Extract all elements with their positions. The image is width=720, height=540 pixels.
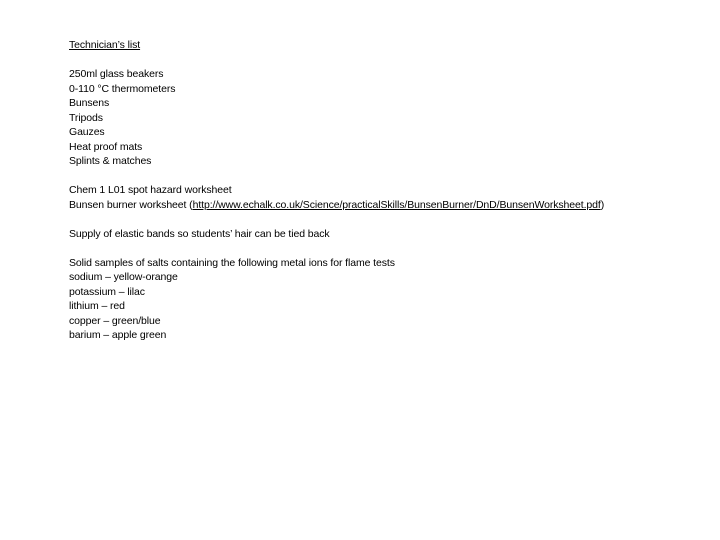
equipment-item-gauzes: Gauzes: [69, 126, 105, 138]
bunsen-worksheet-close-paren: ): [600, 198, 605, 211]
salt-item-barium: barium – apple green: [69, 329, 167, 341]
page-title: Technician’s list: [69, 39, 141, 51]
spacer: [69, 53, 699, 68]
equipment-item-beakers: 250ml glass beakers: [69, 68, 164, 80]
equipment-item-splints: Splints & matches: [69, 155, 152, 167]
equipment-item-bunsens: Bunsens: [69, 97, 110, 109]
elastic-bands-note: Supply of elastic bands so students’ hair can be tied back: [69, 227, 330, 240]
salt-item-sodium: sodium – yellow-orange: [69, 271, 178, 283]
equipment-item-thermometers: 0-110 °C thermometers: [69, 82, 176, 95]
salt-item-copper: copper – green/blue: [69, 314, 161, 327]
salt-item-lithium: lithium – red: [69, 300, 125, 312]
hazard-worksheet-line: Chem 1 L01 spot hazard worksheet: [69, 184, 232, 196]
spacer: [69, 169, 699, 184]
document-page: [69, 38, 699, 343]
bunsen-worksheet-link[interactable]: http://www.echalk.co.uk/Science/practicalSkills/BunsenBurner/DnD/BunsenWorksheet.pdf: [192, 198, 601, 211]
bunsen-worksheet-line: [69, 198, 699, 213]
equipment-item-heat-mats: Heat proof mats: [69, 140, 143, 153]
salts-intro: Solid samples of salts containing the following metal ions for flame tests: [69, 256, 395, 269]
spacer: [69, 241, 699, 256]
salt-item-potassium: potassium – lilac: [69, 285, 145, 298]
spacer: [69, 212, 699, 227]
bunsen-worksheet-label: Bunsen burner worksheet (: [69, 198, 193, 211]
equipment-item-tripods: Tripods: [69, 111, 103, 124]
